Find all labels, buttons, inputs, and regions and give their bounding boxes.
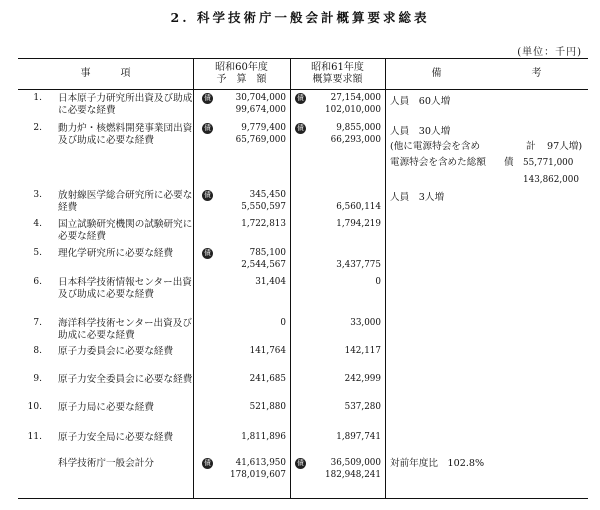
bond-mark-icon: 債	[204, 191, 211, 199]
req-year-amount-bottom: 182,948,241	[325, 470, 381, 480]
remark-row2-note-end: 97人増)	[547, 141, 583, 152]
row-number: 8.	[33, 346, 42, 356]
row-number: 10.	[27, 402, 42, 412]
bond-mark-icon: 債	[297, 94, 304, 102]
table-row-name: 原子力安全委員会に必要な経費	[58, 374, 193, 385]
req-year-amount-top: 1,794,219	[336, 219, 381, 229]
col-divider	[385, 59, 386, 498]
bond-mark-icon: 債	[297, 124, 304, 132]
table-row-name: 国立試験研究機関の試験研究に必要な経費	[58, 219, 193, 242]
prev-year-amount-top: 241,685	[249, 374, 286, 384]
header-prev-year-line1: 昭和60年度	[215, 62, 268, 73]
remark-row2-total-value: 55,771,000	[523, 158, 574, 168]
bond-mark-icon: 債	[204, 124, 211, 132]
table-row-name: 日本科学技術情報センター出資及び助成に必要な経費	[58, 277, 192, 300]
req-year-amount-bottom: 3,437,775	[336, 260, 381, 270]
prev-year-amount-top: 0	[280, 318, 286, 328]
prev-year-amount-bottom: 5,550,597	[241, 202, 286, 212]
prev-year-amount-top: 1,722,813	[241, 219, 286, 229]
row-number: 9.	[33, 374, 42, 384]
remark-row3: 人員 3人増	[390, 192, 445, 203]
budget-table	[18, 58, 588, 499]
remark-row2-total-value2: 143,862,000	[523, 175, 579, 185]
row-number: 2.	[33, 123, 42, 133]
prev-year-amount-bottom: 2,544,567	[241, 260, 286, 270]
prev-year-amount-top: 141,764	[249, 346, 286, 356]
unit-label: (単位：千円)	[517, 47, 582, 58]
bond-mark-icon: 債	[204, 249, 211, 257]
prev-year-amount-top: 30,704,000	[235, 93, 286, 103]
row-number: 1.	[33, 93, 42, 103]
header-prev-year-line2: 予 算 額	[216, 74, 267, 85]
bond-mark-icon: 債	[204, 459, 211, 467]
table-row-name: 放射線医学総合研究所に必要な経費	[58, 190, 193, 213]
row-number: 11.	[27, 432, 42, 442]
prev-year-amount-bottom: 65,769,000	[235, 135, 286, 145]
row-number: 5.	[33, 248, 42, 258]
table-row-name: 海洋科学技術センター出資及び助成に必要な経費	[58, 318, 192, 341]
prev-year-amount-top: 1,811,896	[241, 432, 286, 442]
bond-mark-icon: 債	[204, 94, 211, 102]
row-number: 6.	[33, 277, 42, 287]
bond-mark-icon: 債	[297, 459, 304, 467]
remark-row2-total-label: 電源特会を含めた総額	[390, 157, 486, 168]
req-year-amount-top: 537,280	[344, 402, 381, 412]
remark-row1: 人員 60人増	[390, 96, 451, 107]
row-number: 3.	[33, 190, 42, 200]
req-year-amount-top: 0	[375, 277, 381, 287]
table-row-name: 原子力安全局に必要な経費	[58, 432, 174, 443]
header-item: 事 項	[80, 68, 131, 79]
prev-year-amount-bottom: 178,019,607	[230, 470, 286, 480]
req-year-amount-top: 142,117	[344, 346, 381, 356]
remark-row2-staff: 人員 30人増	[390, 126, 451, 137]
table-row-name: 理化学研究所に必要な経費	[58, 248, 174, 259]
prev-year-amount-top: 9,779,400	[241, 123, 286, 133]
prev-year-amount-bottom: 99,674,000	[235, 105, 286, 115]
remark-row2-note: (他に電源特会を含め	[390, 141, 481, 152]
table-row-name: 原子力委員会に必要な経費	[58, 346, 174, 357]
header-remarks: 備 考	[431, 68, 542, 79]
req-year-amount-top: 33,000	[350, 318, 381, 328]
req-year-amount-top: 36,509,000	[330, 458, 381, 468]
header-prev-year	[193, 62, 290, 86]
page-title: 2. 科学技術庁一般会計概算要求総表	[170, 10, 430, 25]
remark-row2-total-mid: 債	[504, 157, 514, 168]
remark-total: 対前年度比 102.8%	[390, 458, 485, 469]
req-year-amount-bottom: 102,010,000	[325, 105, 381, 115]
col-divider	[290, 59, 291, 498]
req-year-amount-bottom: 6,560,114	[336, 202, 381, 212]
remark-row2-note-mid: 計	[526, 141, 536, 152]
row-number: 4.	[33, 219, 42, 229]
table-row-name: 日本原子力研究所出資及び助成に必要な経費	[58, 93, 193, 116]
header-divider	[18, 89, 588, 90]
row-number: 7.	[33, 318, 42, 328]
header-req-year-line2: 概算要求額	[312, 74, 363, 85]
req-year-amount-top: 242,999	[344, 374, 381, 384]
prev-year-amount-top: 521,880	[249, 402, 286, 412]
header-req-year-line1: 昭和61年度	[311, 62, 364, 73]
req-year-amount-top: 9,855,000	[336, 123, 381, 133]
prev-year-amount-top: 31,404	[255, 277, 286, 287]
prev-year-amount-top: 345,450	[249, 190, 286, 200]
req-year-amount-top: 27,154,000	[330, 93, 381, 103]
table-row-name: 動力炉・核燃料開発事業団出資及び助成に必要な経費	[58, 123, 193, 146]
header-req-year	[290, 62, 385, 86]
req-year-amount-bottom: 66,293,000	[330, 135, 381, 145]
prev-year-amount-top: 41,613,950	[235, 458, 286, 468]
total-row-name: 科学技術庁一般会計分	[58, 458, 154, 469]
prev-year-amount-top: 785,100	[249, 248, 286, 258]
table-row-name: 原子力局に必要な経費	[58, 402, 154, 413]
req-year-amount-top: 1,897,741	[336, 432, 381, 442]
